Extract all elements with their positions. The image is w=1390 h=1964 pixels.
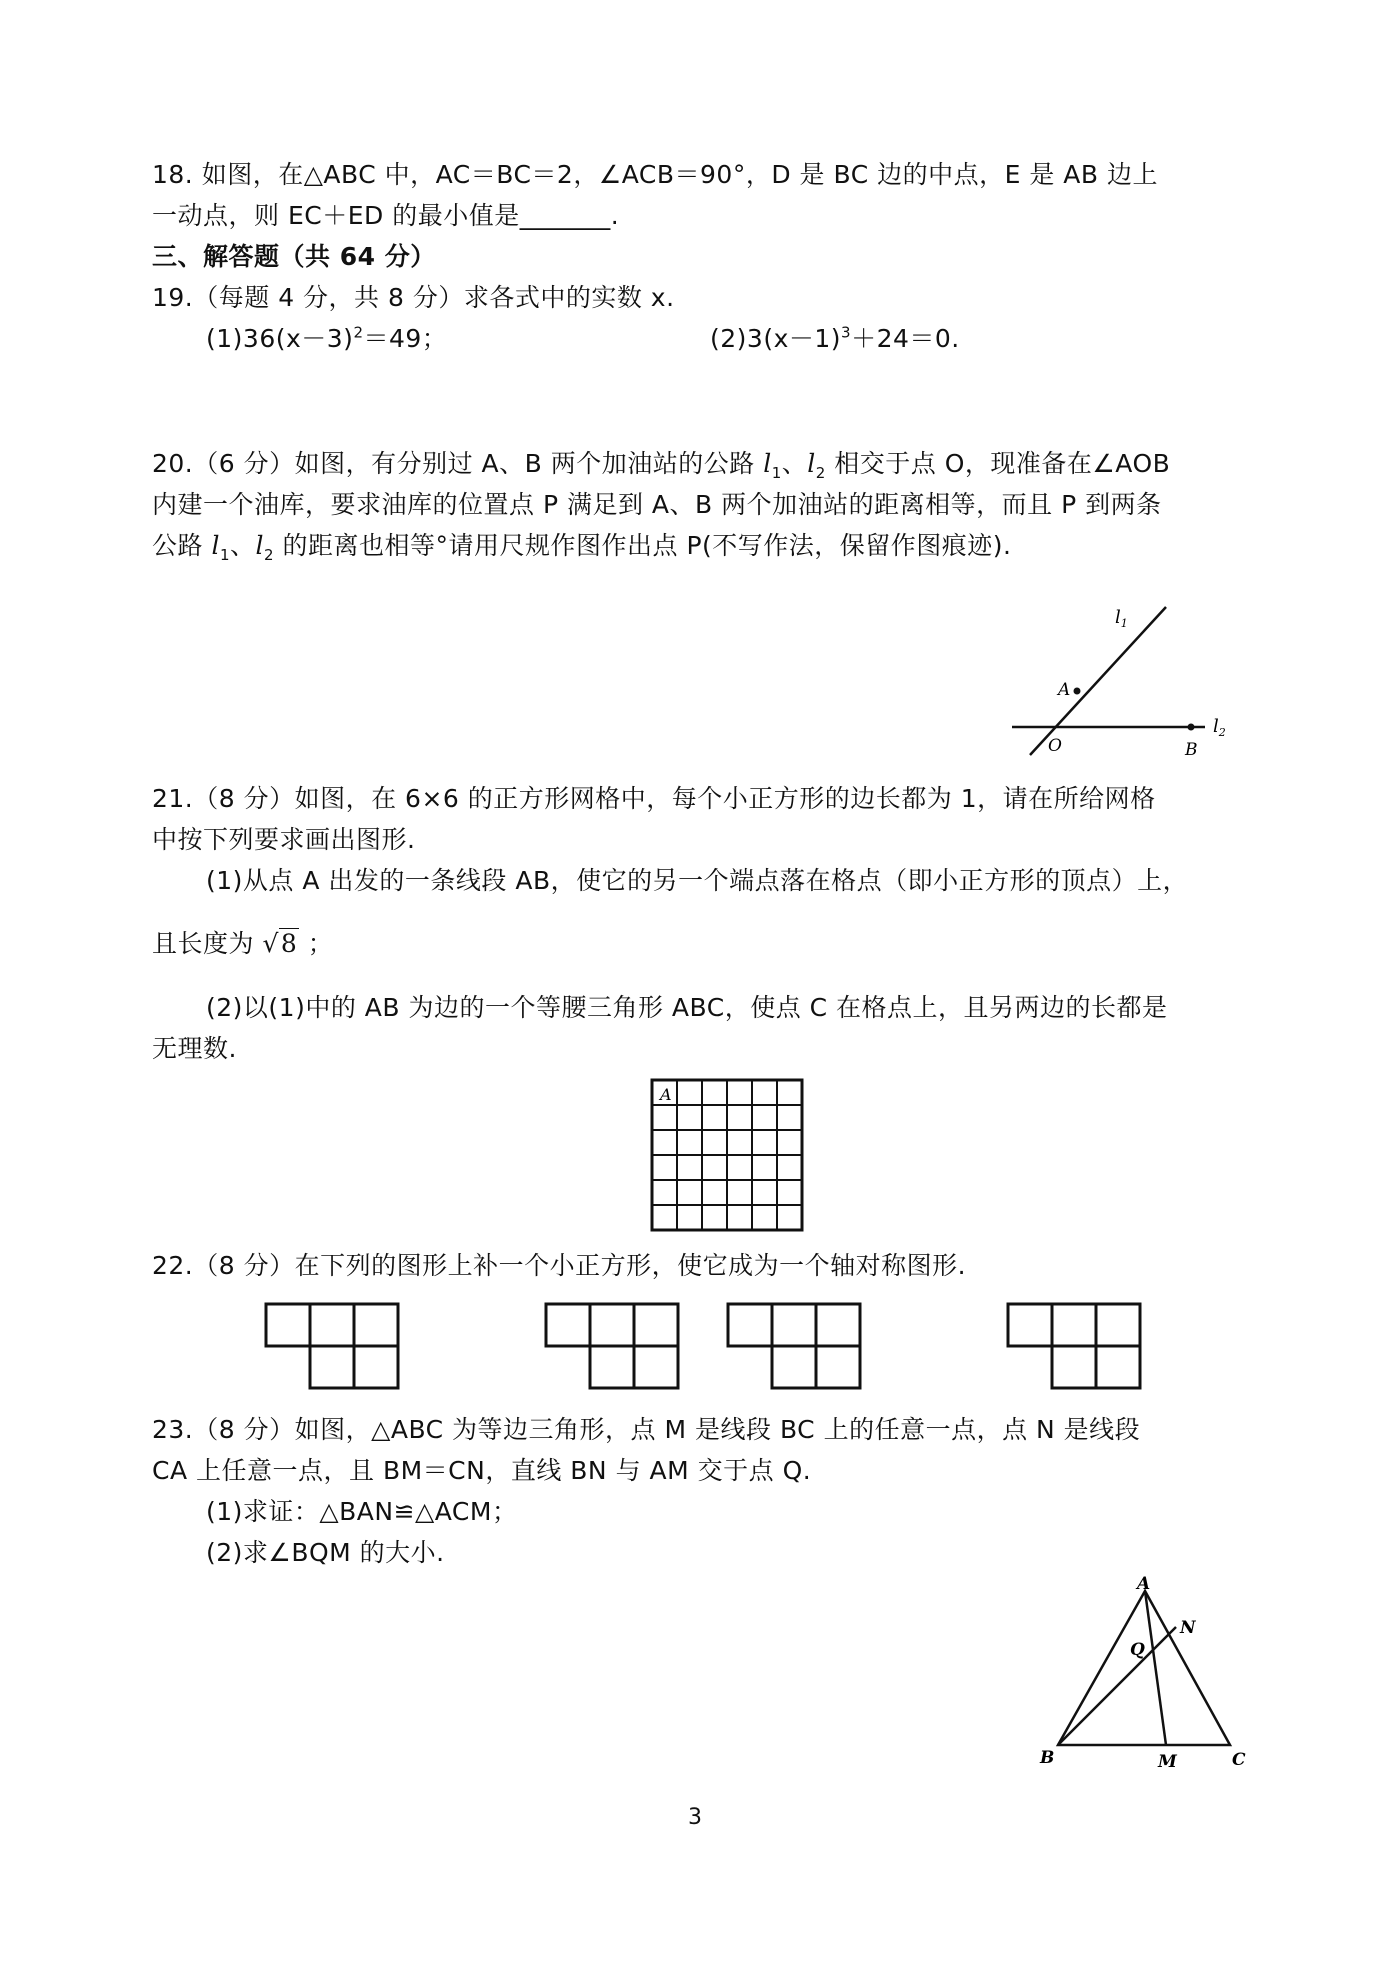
- point-A: [1074, 688, 1081, 695]
- q21-line-5: (2)以(1)中的 AB 为边的一个等腰三角形 ABC，使点 C 在格点上，且另两边的长都是: [206, 993, 1168, 1022]
- triangle-ABC: [1058, 1591, 1230, 1745]
- q21-grid: [648, 1076, 808, 1232]
- label-l2: $l_2$: [1213, 716, 1226, 739]
- point-B: [1188, 724, 1195, 731]
- label-A: A: [1058, 680, 1071, 700]
- q19-intro: 19.（每题 4 分，共 8 分）求各式中的实数 x.: [152, 283, 675, 312]
- label-B: B: [1185, 740, 1198, 760]
- q22-shape-4: [1004, 1300, 1146, 1392]
- q22-shape-2: [542, 1300, 684, 1392]
- q19-part-2: $(2)3(x-1)^3+24=0$.: [710, 323, 960, 353]
- label-A: A: [1137, 1575, 1151, 1594]
- q18-line-2: 一动点，则 EC＋ED 的最小值是_______.: [152, 201, 620, 230]
- q18-line-1: 18. 如图，在△ABC 中，AC＝BC＝2，∠ACB＝90°，D 是 BC 边的中点，E 是 AB 边上: [152, 160, 1158, 189]
- grid-label-A: A: [660, 1085, 672, 1104]
- q21-line-1: 21.（8 分）如图，在 6×6 的正方形网格中，每个小正方形的边长都为 1，请在所给网格: [152, 784, 1156, 813]
- sqrt-expression: √8: [262, 929, 298, 958]
- q21-line-4: 且长度为 √8 ；: [152, 929, 334, 958]
- line-l1: [1030, 607, 1166, 755]
- section-3-title: 三、解答题（共 64 分）: [152, 242, 436, 271]
- label-B: B: [1040, 1748, 1055, 1768]
- label-M: M: [1158, 1752, 1177, 1772]
- q21-line-6: 无理数.: [152, 1034, 237, 1063]
- q21-line-3: (1)从点 A 出发的一条线段 AB，使它的另一个端点落在格点（即小正方形的顶点）上，: [206, 866, 1189, 895]
- q21-line-2: 中按下列要求画出图形.: [152, 825, 416, 854]
- q23-line-2: CA 上任意一点，且 BM＝CN，直线 BN 与 AM 交于点 Q.: [152, 1456, 812, 1485]
- label-C: C: [1232, 1750, 1246, 1770]
- page-number: 3: [688, 1805, 702, 1830]
- label-N: N: [1180, 1618, 1196, 1638]
- q22-shape-3: [724, 1300, 866, 1392]
- label-Q: Q: [1130, 1640, 1145, 1660]
- q20-line-3: 公路 $l_1$、$l_2$ 的距离也相等°请用尺规作图作出点 P(不写作法，保留作图痕迹).: [152, 531, 1012, 564]
- q19-part-1: $(1)36(x-3)^2=49$；: [206, 323, 448, 353]
- segment-AM: [1145, 1591, 1166, 1745]
- q23-line-4: (2)求∠BQM 的大小.: [206, 1538, 445, 1567]
- q23-line-3: (1)求证：△BAN≌△ACM；: [206, 1497, 518, 1526]
- label-O: O: [1048, 736, 1062, 756]
- q22-line-1: 22.（8 分）在下列的图形上补一个小正方形，使它成为一个轴对称图形.: [152, 1251, 967, 1280]
- q23-line-1: 23.（8 分）如图，△ABC 为等边三角形，点 M 是线段 BC 上的任意一点，点 N 是线段: [152, 1415, 1141, 1444]
- q22-shape-1: [262, 1300, 404, 1392]
- q20-figure: [990, 595, 1250, 765]
- q20-line-1: 20.（6 分）如图，有分别过 A、B 两个加油站的公路 $l_1$、$l_2$ 相交于点 O，现准备在∠AOB: [152, 449, 1171, 482]
- label-l1: $l_1$: [1115, 607, 1128, 630]
- q23-triangle-figure: [1030, 1575, 1250, 1775]
- q20-line-2: 内建一个油库，要求油库的位置点 P 满足到 A、B 两个加油站的距离相等，而且 P 到两条: [152, 490, 1162, 519]
